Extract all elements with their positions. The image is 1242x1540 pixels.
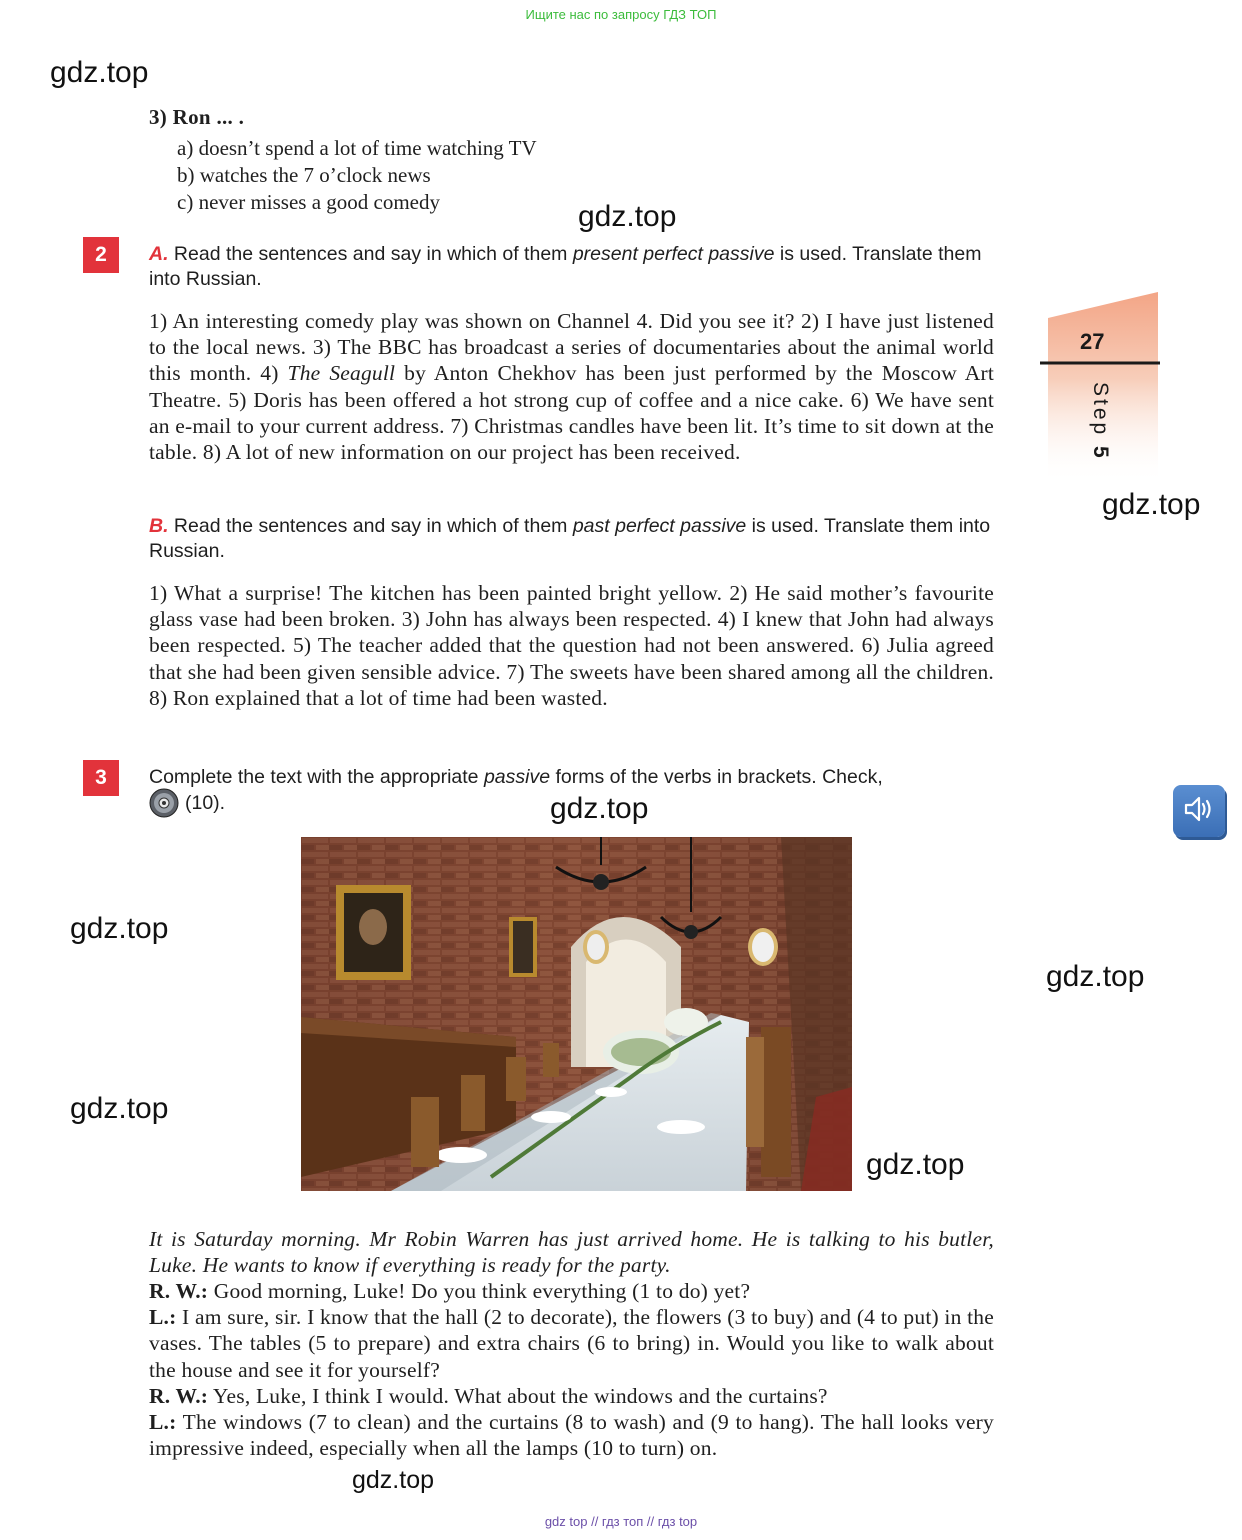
question-3-option-a: a) doesn’t spend a lot of time watching TV xyxy=(177,136,537,160)
watermark: gdz.top xyxy=(70,1092,169,1125)
speaker-icon xyxy=(1182,794,1216,829)
exercise-3-dialogue xyxy=(149,1278,994,1461)
dining-room-photo xyxy=(301,837,852,1191)
watermark: gdz.top xyxy=(1046,960,1145,993)
footer-links: gdz top // гдз топ // гдз top xyxy=(544,1514,698,1529)
page-tab xyxy=(1040,292,1152,482)
exercise-2a-text: 1) An interesting comedy play was shown on Channel 4. Did you see it? 2) I have just listened to the local news. 3) The BBC has broadcast a series of documentaries about the animal world this month. 4) The Seagull by Anton Chekhov has been just performed by the Moscow Art Theatre. 5) Doris has been offered a hot strong cup of coffee and a nice cake. 6) We have sent an e-mail to your current address. 7) Christmas candles have been lit. It’s time to sit down at the table. 8) A lot of new information on our project has been received. xyxy=(149,309,995,465)
exercise-3-intro: It is Saturday morning. Mr Robin Warren has just arrived home. He is talking to his butler, Luke. He wants to know if everything is ready for the party. xyxy=(149,1227,994,1278)
exercise-2-badge: 2 xyxy=(83,237,119,273)
exercise-2a-letter: A. xyxy=(149,243,169,265)
audio-track-ref: (10). xyxy=(185,791,226,814)
watermark: gdz.top xyxy=(866,1148,965,1181)
dialogue-line: R. W.: Yes, Luke, I think I would. What about the windows and the curtains? xyxy=(149,1383,828,1408)
dialogue-line: L.: The windows (7 to clean) and the curtains (8 to wash) and (9 to hang). The hall looks very impressive indeed, especially when all the lamps (10 to turn) on. xyxy=(149,1410,994,1461)
question-3-option-c: c) never misses a good comedy xyxy=(177,190,441,214)
page-number: 27 xyxy=(1080,329,1105,354)
dialogue-line: R. W.: Good morning, Luke! Do you think everything (1 to do) yet? xyxy=(149,1279,751,1303)
watermark: gdz.top xyxy=(50,56,149,89)
top-search-note: Ищите нас по запросу ГДЗ ТОП xyxy=(525,7,717,22)
exercise-2b-text: 1) What a surprise! The kitchen has been painted bright yellow. 2) He said mother’s favourite glass vase had been broken. 3) John has always been respected. 4) I knew that John had always been respected. 5) The teacher added that the question had not been answered. 6) Julia agreed that she had been given sensible advice. 7) The sweets have been shared among all the children. 8) Ron explained that a lot of time had been wasted. xyxy=(149,581,994,710)
exercise-2b-letter: B. xyxy=(149,515,169,537)
exercise-2b-instruction: B. Read the sentences and say in which of them past perfect passive is used. Translate them into Russian. xyxy=(149,515,991,562)
watermark: gdz.top xyxy=(70,912,169,945)
step-label: Step 5 xyxy=(1089,382,1112,461)
exercise-3-instruction: Complete the text with the appropriate passive forms of the verbs in brackets. Check, xyxy=(149,766,883,788)
watermark: gdz.top xyxy=(550,792,649,825)
question-3-label: 3) Ron ... . xyxy=(149,105,245,129)
cd-icon[interactable] xyxy=(149,788,179,818)
question-3-option-b: b) watches the 7 o’clock news xyxy=(177,163,431,187)
exercise-2a-instruction: A. Read the sentences and say in which of them present perfect passive is used. Translate them into Russian. xyxy=(149,243,982,290)
watermark: gdz.top xyxy=(578,200,677,233)
exercise-3-badge: 3 xyxy=(83,760,119,796)
watermark: gdz.top xyxy=(1102,488,1201,521)
watermark: gdz.top xyxy=(352,1466,435,1494)
dialogue-line: L.: I am sure, sir. I know that the hall (2 to decorate), the flowers (3 to buy) and (4 to put) in the vases. The tables (5 to prepare) and extra chairs (6 to bring) in. Would you like to walk about the house and see it for yourself? xyxy=(149,1305,994,1382)
audio-play-button[interactable] xyxy=(1173,785,1225,837)
exercise-3-audio-line xyxy=(149,788,994,818)
